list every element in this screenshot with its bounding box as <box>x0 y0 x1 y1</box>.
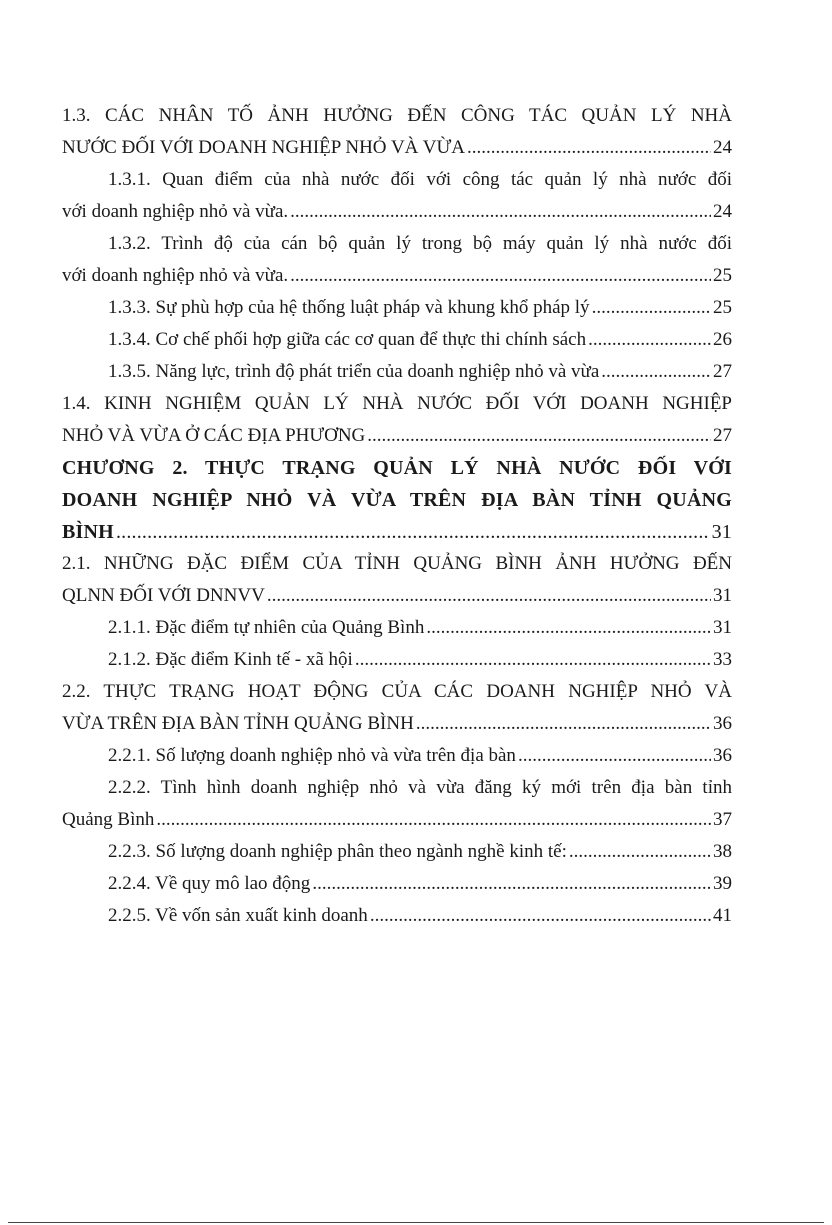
toc-entry-title-line: 2.1. NHỮNG ĐẶC ĐIỂM CỦA TỈNH QUẢNG BÌNH ẢNH HƯỞNG ĐẾN <box>62 553 732 574</box>
dot-leader <box>312 868 711 900</box>
toc-entry-2-2-4[interactable] <box>62 868 732 900</box>
toc-page-number: 25 <box>713 265 732 286</box>
dot-leader <box>116 516 710 548</box>
toc-page-number: 36 <box>713 745 732 766</box>
dot-leader <box>592 292 711 324</box>
toc-page-number: 27 <box>713 425 732 446</box>
toc-entry-2-2[interactable] <box>62 676 732 740</box>
toc-page-number: 24 <box>713 137 732 158</box>
toc-entry-2-2-3[interactable] <box>62 836 732 868</box>
dot-leader <box>569 836 711 868</box>
toc-entry-1-3-2[interactable] <box>62 228 732 292</box>
toc-entry-title-line: 2.1.2. Đặc điểm Kinh tế - xã hội <box>108 649 353 670</box>
toc-page-number: 38 <box>713 841 732 862</box>
dot-leader <box>601 356 711 388</box>
toc-entry-title-line: CHƯƠNG 2. THỰC TRẠNG QUẢN LÝ NHÀ NƯỚC ĐỐI VỚI <box>62 457 732 479</box>
toc-entry-2-1-2[interactable] <box>62 644 732 676</box>
toc-page-number: 26 <box>713 329 732 350</box>
toc-entry-chapter-2[interactable] <box>62 452 732 548</box>
toc-page-number: 31 <box>713 617 732 638</box>
toc-page-number: 39 <box>713 873 732 894</box>
toc-entry-1-3-3[interactable] <box>62 292 732 324</box>
toc-entry-title-line: 2.2.1. Số lượng doanh nghiệp nhỏ và vừa trên địa bàn <box>108 745 516 766</box>
toc-entry-2-2-1[interactable] <box>62 740 732 772</box>
toc-entry-1-3-5[interactable] <box>62 356 732 388</box>
toc-entry-title-line: 1.3. CÁC NHÂN TỐ ẢNH HƯỞNG ĐẾN CÔNG TÁC QUẢN LÝ NHÀ <box>62 105 732 126</box>
toc-page-number: 24 <box>713 201 732 222</box>
toc-page-number: 25 <box>713 297 732 318</box>
toc-entry-title-line: 1.3.4. Cơ chế phối hợp giữa các cơ quan để thực thi chính sách <box>108 329 587 350</box>
dot-leader <box>355 644 711 676</box>
dot-leader <box>267 580 711 612</box>
dot-leader <box>518 740 711 772</box>
toc-entry-title-line: 1.3.2. Trình độ của cán bộ quản lý trong bộ máy quản lý nhà nước đối <box>108 233 732 254</box>
toc-entry-1-3[interactable] <box>62 100 732 164</box>
toc-entry-title-line: DOANH NGHIỆP NHỎ VÀ VỪA TRÊN ĐỊA BÀN TỈNH QUẢNG <box>62 489 732 511</box>
toc-entry-2-1-1[interactable] <box>62 612 732 644</box>
toc-page-number: 31 <box>711 521 732 543</box>
toc-entry-title-line: 1.3.3. Sự phù hợp của hệ thống luật pháp và khung khổ pháp lý <box>108 297 590 318</box>
toc-entry-title-line: BÌNH <box>62 521 114 543</box>
dot-leader <box>588 324 711 356</box>
dot-leader <box>370 900 711 932</box>
toc-entry-title-line: 2.1.1. Đặc điểm tự nhiên của Quảng Bình <box>108 617 425 638</box>
table-of-contents <box>62 100 732 932</box>
toc-entry-title-line: 1.3.1. Quan điểm của nhà nước đối với công tác quản lý nhà nước đối <box>108 169 732 190</box>
toc-entry-2-1[interactable] <box>62 548 732 612</box>
toc-entry-title-line: NHỎ VÀ VỪA Ở CÁC ĐỊA PHƯƠNG <box>62 425 366 446</box>
dot-leader <box>467 132 711 164</box>
toc-page-number: 36 <box>713 713 732 734</box>
dot-leader <box>416 708 711 740</box>
toc-entry-title-line: 2.2. THỰC TRẠNG HOẠT ĐỘNG CỦA CÁC DOANH NGHIỆP NHỎ VÀ <box>62 681 732 702</box>
toc-entry-title-line: 2.2.3. Số lượng doanh nghiệp phân theo ngành nghề kinh tế: <box>108 841 567 862</box>
toc-entry-title-line: 2.2.4. Về quy mô lao động <box>108 873 311 894</box>
toc-entry-title-line: NƯỚC ĐỐI VỚI DOANH NGHIỆP NHỎ VÀ VỪA <box>62 137 465 158</box>
dot-leader <box>156 804 711 836</box>
toc-entry-1-4[interactable] <box>62 388 732 452</box>
toc-page-number: 33 <box>713 649 732 670</box>
toc-entry-title-line: 2.2.2. Tình hình doanh nghiệp nhỏ và vừa đăng ký mới trên địa bàn tỉnh <box>108 777 732 798</box>
dot-leader <box>290 260 711 292</box>
toc-entry-title-line: VỪA TRÊN ĐỊA BÀN TỈNH QUẢNG BÌNH <box>62 713 414 734</box>
toc-entry-2-2-2[interactable] <box>62 772 732 836</box>
dot-leader <box>290 196 711 228</box>
dot-leader <box>367 420 711 452</box>
toc-entry-title-line: 1.4. KINH NGHIỆM QUẢN LÝ NHÀ NƯỚC ĐỐI VỚI DOANH NGHIỆP <box>62 393 732 414</box>
page-bottom-border <box>8 1222 824 1223</box>
toc-entry-title-line: QLNN ĐỐI VỚI DNNVV <box>62 585 265 606</box>
toc-page-number: 31 <box>713 585 732 606</box>
toc-entry-title-line: 2.2.5. Về vốn sản xuất kinh doanh <box>108 905 368 926</box>
toc-entry-title-line: Quảng Bình <box>62 809 155 830</box>
toc-entry-1-3-4[interactable] <box>62 324 732 356</box>
dot-leader <box>426 612 711 644</box>
toc-entry-1-3-1[interactable] <box>62 164 732 228</box>
toc-page-number: 41 <box>713 905 732 926</box>
toc-entry-2-2-5[interactable] <box>62 900 732 932</box>
toc-page-number: 37 <box>713 809 732 830</box>
toc-page-number: 27 <box>713 361 732 382</box>
toc-entry-title-line: 1.3.5. Năng lực, trình độ phát triển của doanh nghiệp nhỏ và vừa <box>108 361 600 382</box>
toc-entry-title-line: với doanh nghiệp nhỏ và vừa. <box>62 265 289 286</box>
toc-entry-title-line: với doanh nghiệp nhỏ và vừa. <box>62 201 289 222</box>
